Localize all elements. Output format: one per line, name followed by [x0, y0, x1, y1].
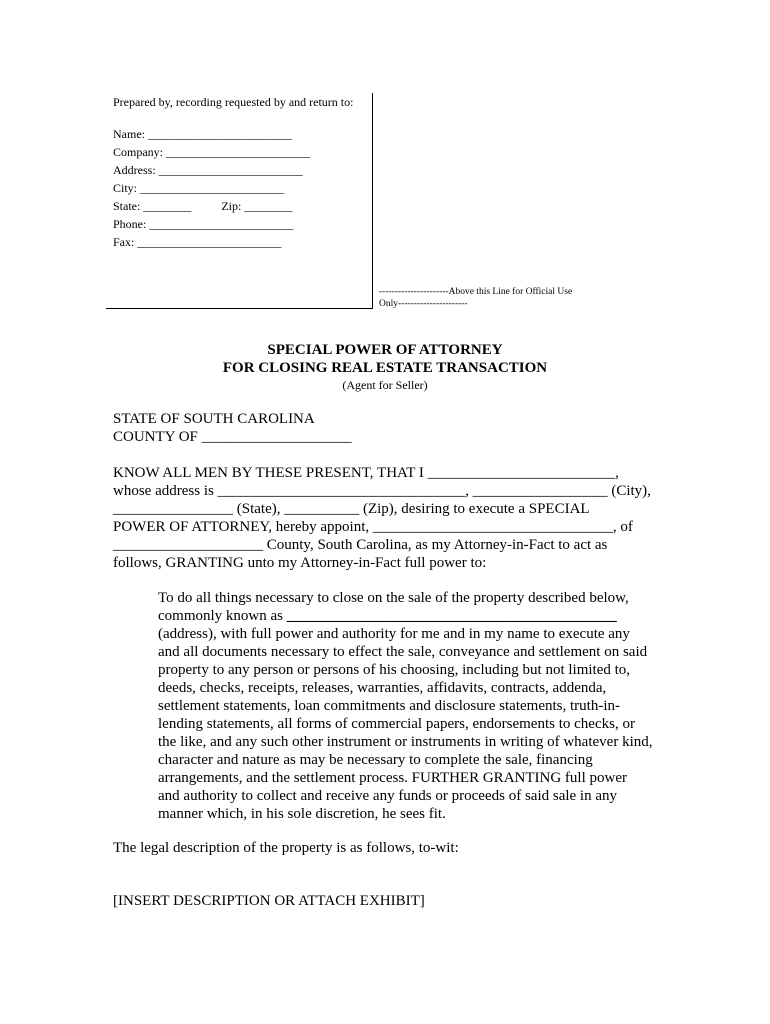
powers-line: manner which, in his sole discretion, he sees fit.	[158, 806, 446, 822]
intro-line: ____________________ County, South Carolina, as my Attorney-in-Fact to act as	[113, 537, 608, 553]
address-field: Address: ________________________	[113, 163, 303, 177]
powers-line: arrangements, and the settlement process. FURTHER GRANTING full power	[158, 770, 627, 786]
official-use-line-2: Only----------------------	[379, 299, 468, 309]
insert-description-placeholder: [INSERT DESCRIPTION OR ATTACH EXHIBIT]	[113, 893, 425, 909]
intro-line: KNOW ALL MEN BY THESE PRESENT, THAT I _________________________,	[113, 465, 619, 481]
company-field: Company: ________________________	[113, 145, 310, 159]
powers-line: To do all things necessary to close on the sale of the property described below,	[158, 590, 629, 606]
intro-line: POWER OF ATTORNEY, hereby appoint, ________________________________, of	[113, 519, 633, 535]
intro-line: ________________ (State), __________ (Zip), desiring to execute a SPECIAL	[113, 501, 590, 517]
fax-field: Fax: ________________________	[113, 235, 282, 249]
powers-line: character and nature as may be necessary to complete the sale, financing	[158, 752, 593, 768]
powers-line: deeds, checks, receipts, releases, warranties, affidavits, contracts, addenda,	[158, 680, 607, 696]
intro-line: follows, GRANTING unto my Attorney-in-Fact full power to:	[113, 555, 487, 571]
intro-line: whose address is _________________________________, __________________ (City),	[113, 483, 651, 499]
phone-field: Phone: ________________________	[113, 217, 294, 231]
powers-commonly-known-line	[158, 607, 617, 625]
document-title-line-1: SPECIAL POWER OF ATTORNEY	[267, 342, 503, 358]
city-field: City: ________________________	[113, 181, 285, 195]
official-use-line-1: ----------------------Above this Line for Official Use	[379, 287, 573, 297]
powers-line: (address), with full power and authority for me and in my name to execute any	[158, 626, 630, 642]
powers-line: settlement statements, loan commitments and disclosure statements, truth-in-	[158, 698, 620, 714]
document-subtitle: (Agent for Seller)	[342, 378, 428, 392]
state-zip-field: State: ________ Zip: ________	[113, 199, 293, 213]
venue-state: STATE OF SOUTH CAROLINA	[113, 411, 315, 427]
document-title-line-2: FOR CLOSING REAL ESTATE TRANSACTION	[222, 360, 548, 376]
commonly-known-label: commonly known as	[158, 608, 287, 624]
header-vertical-divider	[372, 93, 373, 309]
powers-line: and all documents necessary to effect the sale, conveyance and settlement on said	[158, 644, 648, 660]
powers-line: lending statements, all forms of commercial papers, endorsements to checks, or	[158, 716, 635, 732]
powers-line: and authority to collect and receive any funds or proceeds of said sale in any	[158, 788, 618, 804]
venue-county: COUNTY OF ____________________	[113, 429, 352, 445]
name-field: Name: ________________________	[113, 127, 292, 141]
powers-line: the like, and any such other instrument or instruments in writing of whatever kind,	[158, 734, 653, 750]
prepared-by-text: Prepared by, recording requested by and return to:	[113, 95, 354, 109]
property-address-blank: ____________________________________________	[286, 608, 617, 624]
powers-line: property to any person or persons of his choosing, including but not limited to,	[158, 662, 631, 678]
header-horizontal-divider	[106, 308, 373, 309]
legal-description-heading: The legal description of the property is as follows, to-wit:	[113, 840, 459, 856]
